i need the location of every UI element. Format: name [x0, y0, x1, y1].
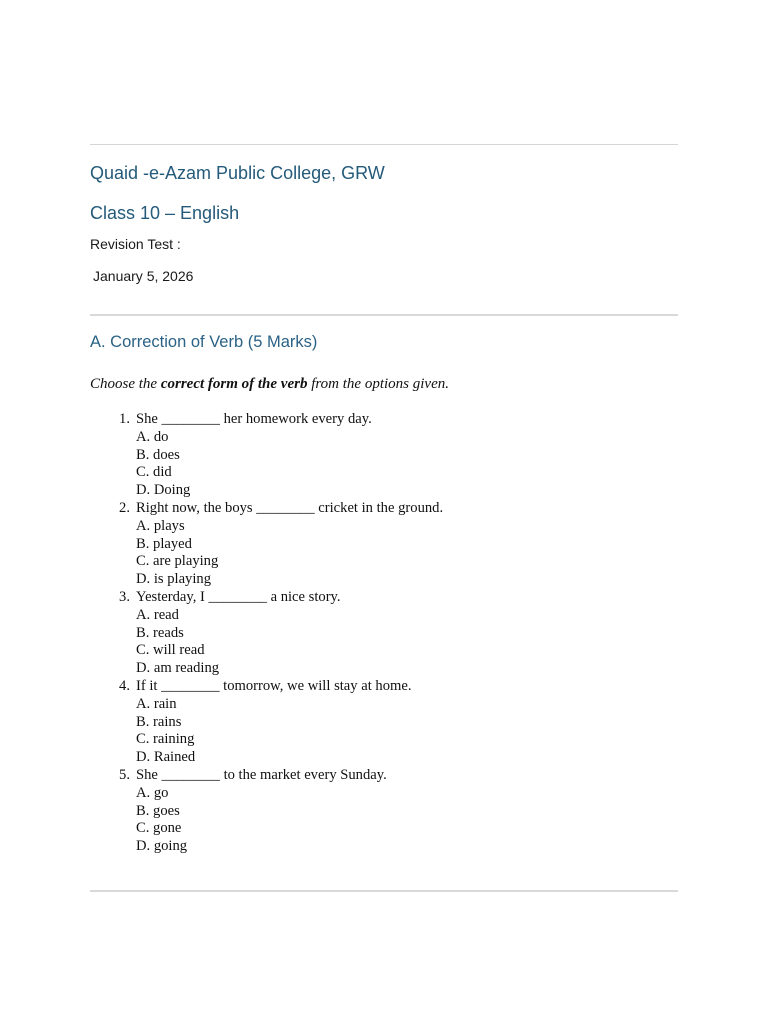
question-number: 3. [119, 588, 130, 605]
header-divider [90, 314, 678, 316]
question-number: 1. [119, 411, 130, 427]
bottom-divider [90, 890, 678, 892]
question-list [100, 411, 660, 856]
question-text: Right now, the boys ________ cricket in the ground. [136, 499, 444, 516]
question-text: If it ________ tomorrow, we will stay at home. [136, 677, 412, 694]
option-d: D. going [136, 838, 188, 855]
question-3 [100, 589, 660, 678]
question-text: She ________ to the market every Sunday. [136, 766, 387, 783]
question-number: 5. [119, 766, 130, 783]
question-text: Yesterday, I ________ a nice story. [136, 588, 341, 605]
option-d: D. am reading [136, 660, 220, 677]
section-title: A. Correction of Verb (5 Marks) [90, 333, 318, 351]
instruction-post: from the options given. [307, 376, 449, 392]
question-1 [100, 411, 660, 500]
top-divider [90, 144, 678, 145]
option-b: B. reads [136, 624, 184, 641]
instruction-bold: correct form of the verb [160, 376, 308, 392]
option-a: A. do [136, 428, 169, 445]
option-d: D. is playing [136, 571, 211, 588]
class-subject-title: Class 10 – English [90, 203, 240, 223]
test-label: Revision Test : [90, 236, 181, 252]
option-a: A. plays [136, 517, 185, 534]
option-c: C. will read [136, 642, 205, 659]
option-d: D. Rained [136, 749, 196, 766]
option-c: C. are playing [136, 553, 219, 570]
option-a: A. go [136, 784, 169, 801]
question-2 [100, 500, 660, 589]
question-text: She ________ her homework every day. [136, 411, 372, 427]
option-c: C. did [136, 464, 172, 481]
option-d: D. Doing [136, 482, 191, 499]
option-b: B. rains [136, 713, 182, 730]
instruction-pre: Choose the [90, 376, 161, 392]
question-number: 2. [119, 499, 130, 516]
option-c: C. raining [136, 731, 195, 748]
question-number: 4. [119, 677, 130, 694]
test-date: January 5, 2026 [93, 268, 194, 284]
option-b: B. goes [136, 802, 180, 819]
school-name: Quaid -e-Azam Public College, GRW [90, 163, 385, 183]
question-5 [100, 767, 660, 856]
option-b: B. played [136, 535, 192, 552]
question-4 [100, 678, 660, 767]
option-b: B. does [136, 446, 180, 463]
section-instruction [90, 376, 449, 393]
option-a: A. rain [136, 695, 177, 712]
option-c: C. gone [136, 820, 182, 837]
option-a: A. read [136, 606, 179, 623]
